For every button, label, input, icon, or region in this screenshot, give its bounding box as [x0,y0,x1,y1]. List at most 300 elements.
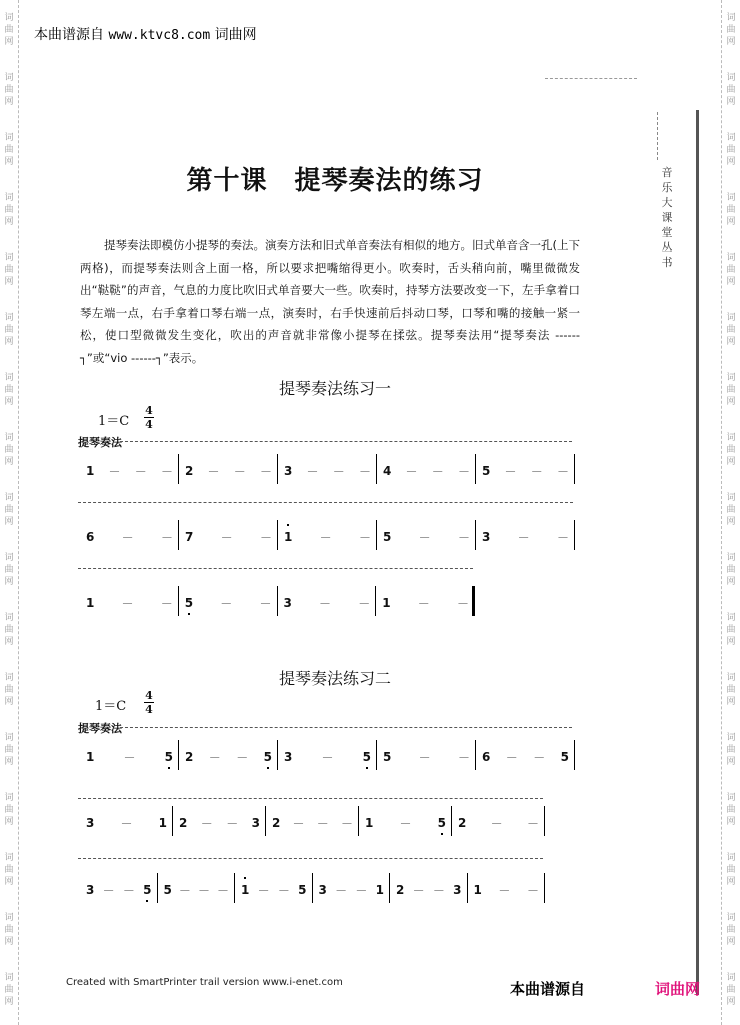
measure [86,744,173,770]
extension-dash: － [432,883,445,898]
watermark-char: 网 [4,937,14,947]
watermark-char: 词 [4,493,14,503]
watermark-char: 词 [726,133,736,143]
watermark-glyphs [724,72,738,108]
watermark-char: 曲 [4,985,14,995]
octave-dot-below [168,767,170,769]
measure [185,590,272,616]
note: 2 [185,464,194,478]
measure [164,877,230,903]
barline [389,873,390,903]
page-edge-bar [696,110,699,995]
note: 1 [241,883,249,897]
note: 5 [185,596,193,610]
note: 5 [560,750,569,764]
octave-dot-above [287,524,289,526]
barline [358,806,359,836]
watermark-char: 词 [4,133,14,143]
extension-dash: － [216,883,229,898]
extension-dash: － [121,530,134,545]
extension-dash: － [418,750,431,765]
exercise-1-technique-label: 提琴奏法 [78,436,122,449]
watermark-char: 词 [726,373,736,383]
extension-dash: － [226,816,239,831]
extension-dash: － [257,883,270,898]
extension-dash: － [207,464,220,479]
extension-dash: － [123,750,136,765]
barline [178,520,179,550]
note: 1 [86,750,95,764]
barline [475,740,476,770]
series-dash-rule [657,112,658,160]
watermark-char: 网 [726,277,736,287]
series-label: 音乐大课堂丛书 [661,166,673,269]
barline [475,454,476,484]
watermark-glyphs [2,312,16,348]
watermark-char: 曲 [726,925,736,935]
watermark-char: 词 [4,193,14,203]
extension-dash: － [122,883,135,898]
extension-dash: － [220,530,233,545]
time-sig-bottom: 4 [145,703,153,716]
measure [179,810,260,836]
watermark-char: 曲 [4,685,14,695]
watermark-glyphs [2,12,16,48]
watermark-glyphs [724,552,738,588]
barline [574,454,575,484]
extension-dash: － [200,816,213,831]
time-sig-bottom: 4 [145,418,153,431]
watermark-char: 词 [4,313,14,323]
watermark-char: 网 [726,97,736,107]
measure [365,810,446,836]
note: 2 [458,816,467,830]
extension-dash: － [399,816,412,831]
watermark-char: 曲 [726,205,736,215]
watermark-char: 词 [726,493,736,503]
note: 5 [165,750,173,764]
watermark-glyphs [724,612,738,648]
note: 1 [365,816,374,830]
watermark-char: 词 [4,433,14,443]
note: 3 [283,596,292,610]
watermark-char: 曲 [4,625,14,635]
watermark-char: 曲 [4,745,14,755]
watermark-glyphs [2,492,16,528]
watermark-glyphs [724,852,738,888]
watermark-char: 网 [4,97,14,107]
extension-dash: － [134,464,147,479]
watermark-char: 曲 [4,265,14,275]
note: 2 [185,750,194,764]
watermark-char: 词 [4,673,14,683]
watermark-char: 曲 [726,25,736,35]
technique-dash-line [120,441,572,442]
watermark-char: 曲 [726,805,736,815]
header-site-name: 本曲谱源自 [34,27,104,43]
technique-dash-line [120,727,572,728]
exercise-2-key: 1＝C [95,699,127,714]
barline [277,454,278,484]
watermark-char: 曲 [726,745,736,755]
note: 1 [473,883,482,897]
note: 2 [179,816,188,830]
extension-dash: － [505,750,518,765]
watermark-glyphs [2,552,16,588]
extension-dash: － [418,530,431,545]
watermark-char: 网 [4,697,14,707]
note: 3 [86,883,95,897]
barline [277,520,278,550]
note: 3 [284,750,293,764]
header-site-label: 词曲网 [214,27,257,43]
extension-dash: － [431,464,444,479]
watermark-glyphs [724,492,738,528]
note: 6 [86,530,95,544]
extension-dash: － [236,750,249,765]
technique-dash-line [78,502,573,503]
watermark-char: 网 [726,817,736,827]
extension-dash: － [456,596,469,611]
measure [482,744,569,770]
footer-credit: Created with SmartPrinter trail version www.i-enet.com [66,977,343,988]
extension-dash: － [108,464,121,479]
extension-dash: － [292,816,305,831]
time-sig-top: 4 [145,404,153,417]
watermark-char: 词 [4,733,14,743]
watermark-char: 网 [726,397,736,407]
watermark-char: 网 [4,997,14,1007]
extension-dash: － [358,464,371,479]
watermark-char: 网 [726,757,736,767]
extension-dash: － [340,816,353,831]
watermark-char: 词 [726,913,736,923]
watermark-char: 网 [726,997,736,1007]
watermark-char: 词 [4,373,14,383]
watermark-glyphs [724,312,738,348]
exercise-2-technique-label: 提琴奏法 [78,722,122,735]
watermark-char: 网 [726,877,736,887]
watermark-char: 网 [4,757,14,767]
watermark-char: 网 [726,577,736,587]
watermark-glyphs [724,192,738,228]
note: 5 [298,883,307,897]
watermark-char: 词 [4,253,14,263]
watermark-char: 词 [4,13,14,23]
watermark-char: 曲 [726,325,736,335]
exercise-2-time-signature [143,689,155,716]
extension-dash: － [319,530,332,545]
left-watermark-strip [0,0,19,1025]
measure [185,458,272,484]
watermark-char: 词 [726,253,736,263]
barline [157,873,158,903]
extension-dash: － [490,816,503,831]
note: 4 [383,464,392,478]
watermark-char: 曲 [4,325,14,335]
note: 2 [396,883,405,897]
note: 1 [375,883,384,897]
technique-dash-line [78,798,543,799]
barline [467,873,468,903]
watermark-char: 词 [726,673,736,683]
note: 5 [482,464,491,478]
watermark-char: 词 [726,13,736,23]
measure [185,524,272,550]
watermark-char: 网 [726,157,736,167]
note: 3 [482,530,491,544]
watermark-char: 网 [4,817,14,827]
measure [86,810,167,836]
time-sig-top: 4 [145,689,153,702]
extension-dash: － [533,750,546,765]
measure [241,877,307,903]
watermark-glyphs [2,732,16,768]
extension-dash: － [457,750,470,765]
footer-brand-site-link[interactable]: 词曲网 [655,980,701,998]
measure [458,810,539,836]
note: 5 [438,816,446,830]
note: 2 [272,816,281,830]
barline [178,454,179,484]
note: 1 [284,530,292,544]
octave-dot-below [188,613,190,615]
lesson-paragraph: 提琴奏法即模仿小提琴的奏法。演奏方法和旧式单音奏法有相似的地方。旧式单音含一孔(上下两格)，而提琴奏法则含上面一格，所以要求把嘴缩得更小。吹奏时，舌头稍向前，嘴里微微发出“鞑鞑”的声音，气息的力度比吹旧式单音要大一些。吹奏时，持琴方法要改变一下，左手拿着口琴左端一点，右手拿着口琴右端一点，演奏时，右手快速前后抖动口琴，口琴和嘴的接触一紧一松，使口型微微发生变化，吹出的声音就非常像小提琴在揉弦。提琴奏法用“提琴奏法 ------┐”或“vio ------┐”表示。 [80,238,580,365]
measure [86,458,173,484]
exercise-2-row-2 [80,810,545,836]
watermark-char: 词 [4,793,14,803]
note: 1 [86,596,95,610]
watermark-char: 网 [4,157,14,167]
barline [544,806,545,836]
extension-dash: － [498,883,511,898]
note: 3 [86,816,95,830]
watermark-glyphs [2,792,16,828]
watermark-glyphs [724,792,738,828]
extension-dash: － [208,750,221,765]
watermark-char: 曲 [4,145,14,155]
watermark-char: 网 [726,217,736,227]
watermark-char: 词 [4,73,14,83]
extension-dash: － [530,464,543,479]
watermark-char: 词 [726,733,736,743]
extension-dash: － [197,883,210,898]
measure [474,877,540,903]
watermark-glyphs [724,912,738,948]
extension-dash: － [417,596,430,611]
watermark-glyphs [2,192,16,228]
watermark-char: 网 [726,937,736,947]
extension-dash: － [160,464,173,479]
watermark-glyphs [724,372,738,408]
watermark-char: 曲 [726,145,736,155]
watermark-glyphs [2,852,16,888]
watermark-char: 词 [726,193,736,203]
watermark-glyphs [724,12,738,48]
watermark-glyphs [724,672,738,708]
watermark-char: 词 [726,73,736,83]
extension-dash: － [160,530,173,545]
extension-dash: － [526,816,539,831]
barline [451,806,452,836]
exercise-1-row-3 [80,590,475,616]
watermark-char: 网 [726,37,736,47]
barline [544,873,545,903]
note: 1 [158,816,167,830]
measure [482,458,569,484]
extension-dash: － [412,883,425,898]
note: 1 [382,596,391,610]
watermark-char: 曲 [4,505,14,515]
watermark-char: 网 [726,697,736,707]
note: 5 [143,883,151,897]
exercise-1-row-2 [80,524,575,550]
measure [383,458,470,484]
extension-dash: － [556,530,569,545]
watermark-char: 网 [4,577,14,587]
watermark-char: 网 [4,337,14,347]
final-barline [472,586,475,616]
note: 3 [284,464,293,478]
extension-dash: － [321,750,334,765]
watermark-char: 曲 [726,85,736,95]
watermark-char: 词 [726,613,736,623]
watermark-char: 网 [4,517,14,527]
watermark-char: 曲 [726,625,736,635]
octave-dot-above [244,877,246,879]
note: 3 [318,883,327,897]
watermark-char: 曲 [726,685,736,695]
watermark-char: 曲 [726,445,736,455]
extension-dash: － [316,816,329,831]
watermark-char: 词 [4,613,14,623]
measure [185,744,272,770]
measure [284,744,371,770]
barline [234,873,235,903]
watermark-char: 词 [726,793,736,803]
watermark-glyphs [2,912,16,948]
watermark-char: 曲 [4,205,14,215]
exercise-1-time-signature [143,404,155,431]
extension-dash: － [358,596,371,611]
watermark-glyphs [724,252,738,288]
watermark-char: 曲 [4,805,14,815]
page-header [34,24,257,44]
measure [396,877,462,903]
measure [284,458,371,484]
barline [277,586,278,616]
measure [272,810,353,836]
watermark-char: 词 [4,913,14,923]
extension-dash: － [233,464,246,479]
watermark-char: 曲 [4,25,14,35]
barline [375,586,376,616]
extension-dash: － [526,883,539,898]
barline [178,586,179,616]
top-right-dash-rule [545,78,637,79]
watermark-char: 网 [726,637,736,647]
extension-dash: － [335,883,348,898]
watermark-char: 曲 [726,865,736,875]
octave-dot-below [366,767,368,769]
watermark-char: 曲 [726,565,736,575]
watermark-glyphs [2,432,16,468]
octave-dot-below [441,833,443,835]
watermark-glyphs [2,972,16,1008]
technique-dash-line [78,568,473,569]
barline [277,740,278,770]
watermark-glyphs [2,612,16,648]
watermark-char: 网 [726,457,736,467]
extension-dash: － [259,530,272,545]
extension-dash: － [457,464,470,479]
watermark-char: 网 [4,277,14,287]
exercise-1-title: 提琴奏法练习一 [278,379,391,398]
barline [265,806,266,836]
exercise-2-title: 提琴奏法练习二 [278,669,391,688]
measure [284,524,371,550]
watermark-char: 曲 [4,385,14,395]
technique-dash-line [78,858,543,859]
barline [376,454,377,484]
measure [319,877,385,903]
extension-dash: － [277,883,290,898]
watermark-char: 网 [4,457,14,467]
extension-dash: － [332,464,345,479]
watermark-glyphs [724,432,738,468]
watermark-char: 词 [726,853,736,863]
watermark-char: 曲 [4,445,14,455]
watermark-char: 曲 [726,985,736,995]
extension-dash: － [405,464,418,479]
extension-dash: － [259,596,272,611]
measure [86,590,173,616]
exercise-2-row-3 [80,877,545,903]
note: 7 [185,530,194,544]
watermark-char: 词 [726,973,736,983]
watermark-char: 词 [726,433,736,443]
watermark-char: 网 [4,637,14,647]
extension-dash: － [319,596,332,611]
measure [383,524,470,550]
extension-dash: － [160,596,173,611]
watermark-char: 曲 [726,505,736,515]
watermark-char: 词 [4,853,14,863]
barline [574,520,575,550]
extension-dash: － [457,530,470,545]
note: 6 [482,750,491,764]
extension-dash: － [556,464,569,479]
barline [376,740,377,770]
extension-dash: － [120,816,133,831]
note: 5 [363,750,371,764]
measure [284,590,371,616]
watermark-glyphs [2,72,16,108]
barline [172,806,173,836]
watermark-glyphs [2,252,16,288]
watermark-char: 曲 [4,565,14,575]
note: 5 [383,530,392,544]
note: 1 [86,464,95,478]
header-url-link[interactable]: www.ktvc8.com [108,28,211,43]
watermark-char: 词 [726,313,736,323]
extension-dash: － [220,596,233,611]
note: 5 [383,750,392,764]
watermark-char: 曲 [726,385,736,395]
extension-dash: － [121,596,134,611]
octave-dot-below [146,900,148,902]
watermark-char: 网 [4,877,14,887]
